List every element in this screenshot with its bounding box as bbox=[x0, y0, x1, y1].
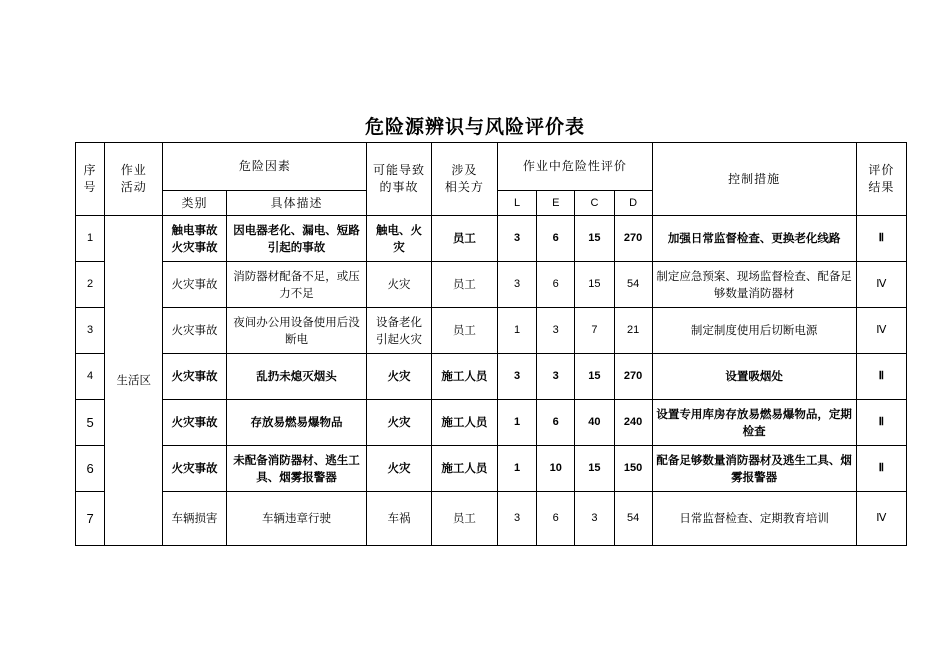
row-involved: 施工人员 bbox=[431, 446, 497, 492]
row-seq: 3 bbox=[76, 308, 105, 354]
row-L: 3 bbox=[497, 354, 536, 400]
row-description: 消防器材配备不足，或压力不足 bbox=[226, 262, 367, 308]
row-control: 配备足够数量消防器材及逃生工具、烟雾报警器 bbox=[652, 446, 856, 492]
row-seq: 7 bbox=[76, 492, 105, 546]
header-result: 评价 结果 bbox=[856, 143, 906, 216]
row-E: 3 bbox=[537, 308, 575, 354]
row-C: 15 bbox=[575, 262, 614, 308]
row-involved: 施工人员 bbox=[431, 354, 497, 400]
row-accident: 火灾 bbox=[367, 400, 431, 446]
row-C: 7 bbox=[575, 308, 614, 354]
row-result: Ⅳ bbox=[856, 308, 906, 354]
table-row bbox=[76, 446, 907, 492]
table-row bbox=[76, 354, 907, 400]
row-D: 54 bbox=[614, 262, 652, 308]
row-L: 1 bbox=[497, 446, 536, 492]
row-category: 火灾事故 bbox=[163, 446, 226, 492]
row-L: 1 bbox=[497, 308, 536, 354]
header-control: 控制措施 bbox=[652, 143, 856, 216]
header-activity: 作业 活动 bbox=[105, 143, 163, 216]
row-involved: 员工 bbox=[431, 492, 497, 546]
row-involved: 施工人员 bbox=[431, 400, 497, 446]
row-description: 乱扔未熄灭烟头 bbox=[226, 354, 367, 400]
row-seq: 6 bbox=[76, 446, 105, 492]
row-description: 因电器老化、漏电、短路引起的事故 bbox=[226, 216, 367, 262]
row-seq: 5 bbox=[76, 400, 105, 446]
header-C: C bbox=[575, 191, 614, 216]
row-description: 未配备消防器材、逃生工具、烟雾报警器 bbox=[226, 446, 367, 492]
row-C: 15 bbox=[575, 354, 614, 400]
row-result: Ⅱ bbox=[856, 400, 906, 446]
row-control: 加强日常监督检查、更换老化线路 bbox=[652, 216, 856, 262]
header-row-1 bbox=[76, 143, 907, 191]
row-category: 火灾事故 bbox=[163, 354, 226, 400]
row-accident: 火灾 bbox=[367, 262, 431, 308]
row-E: 10 bbox=[537, 446, 575, 492]
table-row bbox=[76, 308, 907, 354]
row-accident: 设备老化引起火灾 bbox=[367, 308, 431, 354]
row-result: Ⅱ bbox=[856, 354, 906, 400]
row-category: 触电事故 火灾事故 bbox=[163, 216, 226, 262]
row-result: Ⅱ bbox=[856, 216, 906, 262]
row-D: 240 bbox=[614, 400, 652, 446]
row-L: 3 bbox=[497, 216, 536, 262]
row-result: Ⅳ bbox=[856, 492, 906, 546]
row-control: 设置专用库房存放易燃易爆物品，定期检查 bbox=[652, 400, 856, 446]
header-E: E bbox=[537, 191, 575, 216]
row-D: 150 bbox=[614, 446, 652, 492]
header-L: L bbox=[497, 191, 536, 216]
header-involved: 涉及 相关方 bbox=[431, 143, 497, 216]
table-row bbox=[76, 492, 907, 546]
row-C: 3 bbox=[575, 492, 614, 546]
row-result: Ⅳ bbox=[856, 262, 906, 308]
row-description: 车辆违章行驶 bbox=[226, 492, 367, 546]
header-hazard: 危险因素 bbox=[163, 143, 367, 191]
header-danger-eval: 作业中危险性评价 bbox=[497, 143, 652, 191]
row-L: 3 bbox=[497, 262, 536, 308]
row-seq: 2 bbox=[76, 262, 105, 308]
header-seq: 序 号 bbox=[76, 143, 105, 216]
row-accident: 车祸 bbox=[367, 492, 431, 546]
row-C: 40 bbox=[575, 400, 614, 446]
row-D: 270 bbox=[614, 354, 652, 400]
row-control: 制定制度使用后切断电源 bbox=[652, 308, 856, 354]
row-involved: 员工 bbox=[431, 216, 497, 262]
row-E: 6 bbox=[537, 400, 575, 446]
table-row bbox=[76, 262, 907, 308]
row-D: 21 bbox=[614, 308, 652, 354]
row-C: 15 bbox=[575, 446, 614, 492]
document-title: 危险源辨识与风险评价表 bbox=[364, 116, 585, 138]
table-row bbox=[76, 216, 907, 262]
row-E: 6 bbox=[537, 492, 575, 546]
row-category: 火灾事故 bbox=[163, 262, 226, 308]
row-D: 54 bbox=[614, 492, 652, 546]
row-seq: 4 bbox=[76, 354, 105, 400]
row-involved: 员工 bbox=[431, 262, 497, 308]
row-category: 车辆损害 bbox=[163, 492, 226, 546]
header-accident: 可能导致 的事故 bbox=[367, 143, 431, 216]
row-accident: 触电、火灾 bbox=[367, 216, 431, 262]
row-accident: 火灾 bbox=[367, 354, 431, 400]
row-description: 夜间办公用设备使用后没断电 bbox=[226, 308, 367, 354]
row-category: 火灾事故 bbox=[163, 400, 226, 446]
row-C: 15 bbox=[575, 216, 614, 262]
header-D: D bbox=[614, 191, 652, 216]
row-category: 火灾事故 bbox=[163, 308, 226, 354]
row-E: 6 bbox=[537, 216, 575, 262]
row-L: 3 bbox=[497, 492, 536, 546]
row-control: 制定应急预案、现场监督检查、配备足够数量消防器材 bbox=[652, 262, 856, 308]
row-description: 存放易燃易爆物品 bbox=[226, 400, 367, 446]
table-row bbox=[76, 400, 907, 446]
row-control: 日常监督检查、定期教育培训 bbox=[652, 492, 856, 546]
risk-assessment-table bbox=[75, 142, 907, 546]
row-accident: 火灾 bbox=[367, 446, 431, 492]
activity-cell: 生活区 bbox=[105, 216, 163, 546]
row-seq: 1 bbox=[76, 216, 105, 262]
header-description: 具体描述 bbox=[226, 191, 367, 216]
row-involved: 员工 bbox=[431, 308, 497, 354]
row-D: 270 bbox=[614, 216, 652, 262]
row-E: 3 bbox=[537, 354, 575, 400]
row-L: 1 bbox=[497, 400, 536, 446]
row-result: Ⅱ bbox=[856, 446, 906, 492]
row-E: 6 bbox=[537, 262, 575, 308]
row-control: 设置吸烟处 bbox=[652, 354, 856, 400]
header-category: 类别 bbox=[163, 191, 226, 216]
